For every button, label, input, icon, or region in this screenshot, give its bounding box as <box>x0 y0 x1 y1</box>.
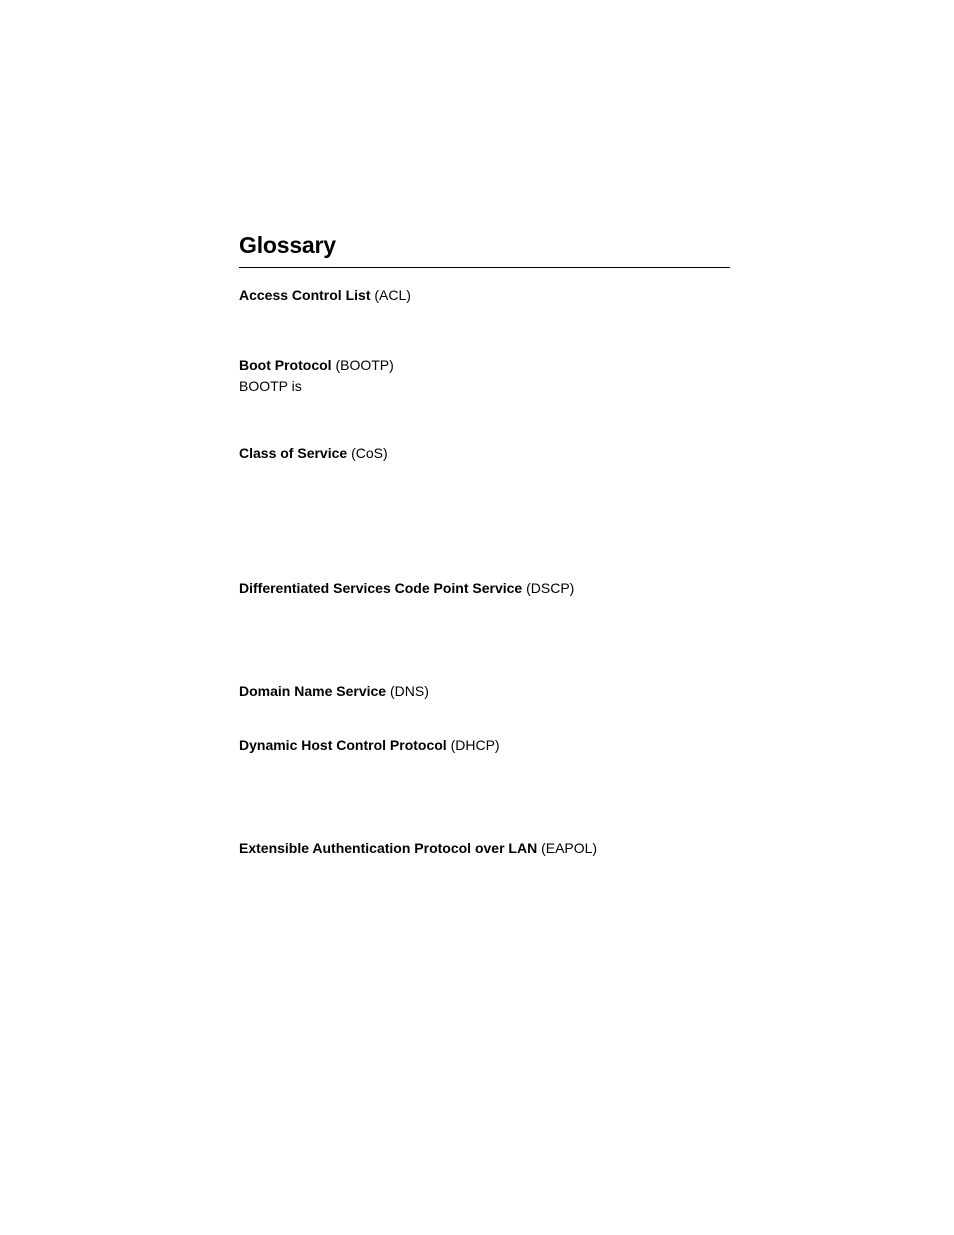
glossary-entry-bootp <box>239 355 394 397</box>
glossary-abbreviation: (DNS) <box>389 683 429 699</box>
glossary-term: Access Control List <box>239 287 371 303</box>
glossary-abbreviation: (CoS) <box>351 445 388 461</box>
glossary-term: Dynamic Host Control Protocol <box>239 737 447 753</box>
glossary-definition: BOOTP is <box>239 378 302 394</box>
glossary-term: Boot Protocol <box>239 357 332 373</box>
glossary-abbreviation: (BOOTP) <box>335 357 394 373</box>
glossary-term: Extensible Authentication Protocol over LAN <box>239 840 538 856</box>
glossary-entry-acl <box>239 285 411 306</box>
glossary-entry-eapol <box>239 838 597 859</box>
glossary-abbreviation: (ACL) <box>374 287 411 303</box>
page-title: Glossary <box>239 232 336 258</box>
glossary-entry-dscp <box>239 578 574 599</box>
glossary-abbreviation: (DHCP) <box>450 737 500 753</box>
glossary-term: Class of Service <box>239 445 348 461</box>
glossary-term: Domain Name Service <box>239 683 387 699</box>
glossary-entry-cos <box>239 443 388 464</box>
title-divider <box>239 267 730 268</box>
glossary-abbreviation: (EAPOL) <box>541 840 598 856</box>
glossary-entry-dhcp <box>239 735 500 756</box>
glossary-term: Differentiated Services Code Point Service <box>239 580 523 596</box>
glossary-entry-dns <box>239 681 429 702</box>
glossary-abbreviation: (DSCP) <box>526 580 575 596</box>
